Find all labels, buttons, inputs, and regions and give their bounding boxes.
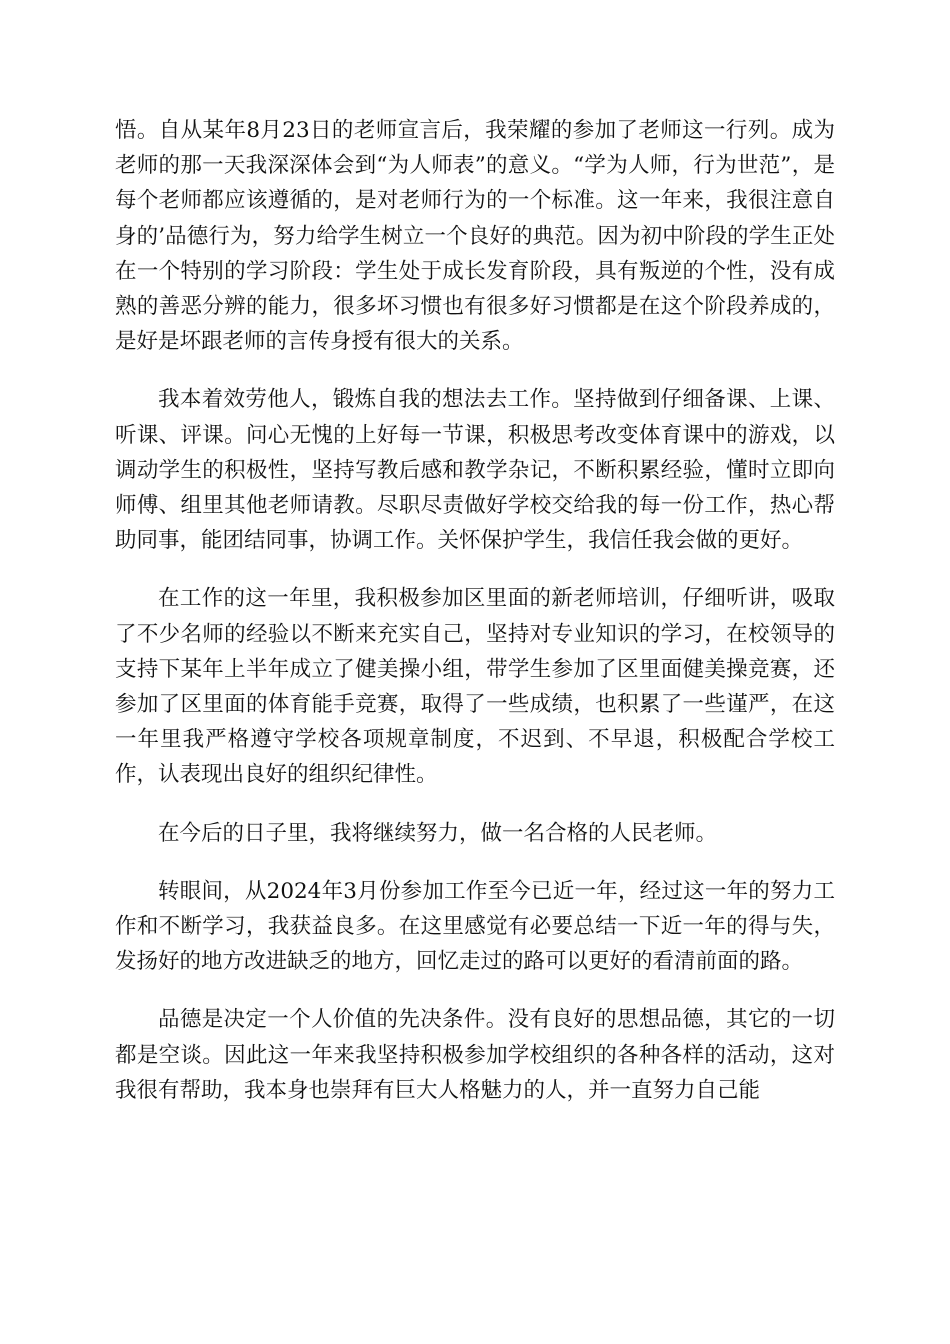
paragraph-2: 我本着效劳他人，锻炼自我的想法去工作。坚持做到仔细备课、上课、听课、评课。问心无愧的上好每一节课，积极思考改变体育课中的游戏，以调动学生的积极性，坚持写教后感和教学杂记，不断积累经验，懂时立即向师傅、组里其他老师请教。尽职尽责做好学校交给我的每一份工作，热心帮助同事，能团结同事，协调工作。关怀保护学生，我信任我会做的更好。 xyxy=(115,387,835,554)
paragraph-1: 悟。自从某年8月23日的老师宣言后，我荣耀的参加了老师这一行列。成为老师的那一天我深深体会到“为人师表”的意义。“学为人师，行为世范”，是每个老师都应该遵循的，是对老师行为的一个标准。这一年来，我很注意自身的’品德行为，努力给学生树立一个良好的典范。因为初中阶段的学生正处在一个特别的学习阶段：学生处于成长发育阶段，具有叛逆的个性，没有成熟的善恶分辨的能力，很多坏习惯也有很多好习惯都是在这个阶段养成的，是好是坏跟老师的言传身授有很大的关系。 xyxy=(115,118,835,355)
paragraph-4: 在今后的日子里，我将继续努力，做一名合格的人民老师。 xyxy=(158,820,718,846)
paragraph-3: 在工作的这一年里，我积极参加区里面的新老师培训，仔细听讲，吸取了不少名师的经验以不断来充实自己，坚持对专业知识的学习，在校领导的支持下某年上半年成立了健美操小组，带学生参加了区里面健美操竞赛，还参加了区里面的体育能手竞赛，取得了一些成绩，也积累了一些谨严，在这一年里我严格遵守学校各项规章制度，不迟到、不早退，积极配合学校工作，认表现出良好的组织纪律性。 xyxy=(115,586,835,788)
paragraph-6: 品德是决定一个人价值的先决条件。没有良好的思想品德，其它的一切都是空谈。因此这一年来我坚持积极参加学校组织的各种各样的活动，这对我很有帮助，我本身也崇拜有巨大人格魅力的人，并一直努力自己能 xyxy=(115,1007,835,1103)
paragraph-5: 转眼间，从2024年3月份参加工作至今已近一年，经过这一年的努力工作和不断学习，我获益良多。在这里感觉有必要总结一下近一年的得与失，发扬好的地方改进缺乏的地方，回忆走过的路可以更好的看清前面的路。 xyxy=(115,878,835,975)
document-body xyxy=(115,113,835,1131)
